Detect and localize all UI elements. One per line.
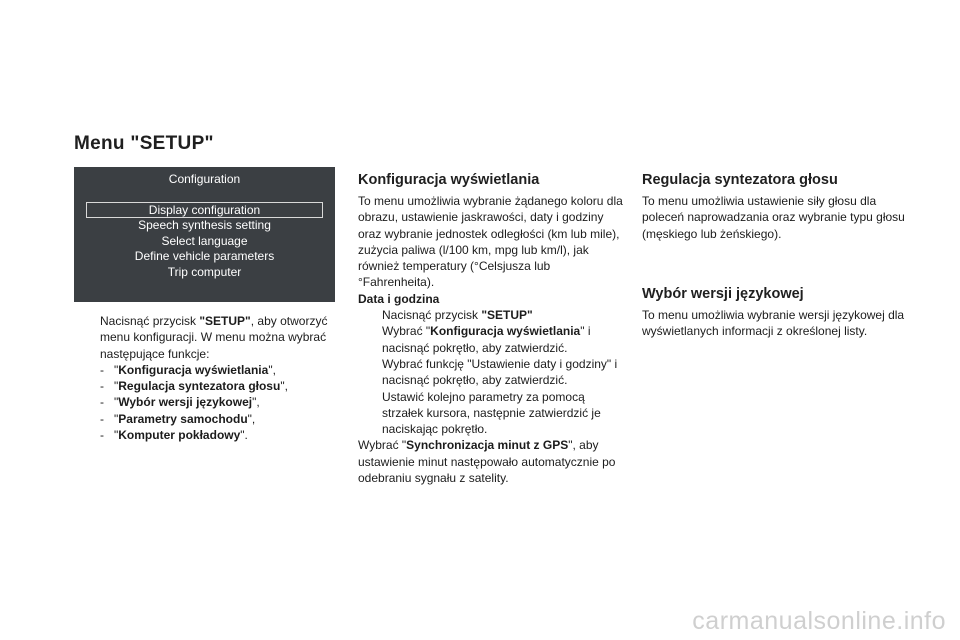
intro-text: Nacisnąć przycisk xyxy=(100,314,200,328)
screen-menu-list xyxy=(74,202,335,280)
setup-keyword: "SETUP" xyxy=(199,314,251,328)
heading-speech-synthesis: Regulacja syntezatora głosu xyxy=(642,172,838,188)
setup-keyword: "SETUP" xyxy=(481,308,533,323)
quote: ", xyxy=(280,379,288,394)
quote: " xyxy=(114,411,119,426)
function-name: Wybór wersji językowej xyxy=(118,395,253,410)
function-list xyxy=(74,362,336,443)
column-language-select xyxy=(642,307,908,340)
language-select-paragraph: To menu umożliwia wybranie wersji językowej dla wyświetlanych informacji z określonej listy. xyxy=(642,308,905,339)
screen-title: Configuration xyxy=(168,172,241,186)
quote: " xyxy=(114,362,119,377)
screen-menu-item-selected: Display configuration xyxy=(86,202,323,218)
quote: " xyxy=(114,395,119,410)
function-name: Komputer pokładowy xyxy=(118,428,241,443)
function-item xyxy=(100,362,336,378)
quote: " xyxy=(114,379,119,394)
gps-text-cont: ", aby ustawienie minut następowało automatycznie po odebraniu sygnału z satelity. xyxy=(358,438,616,486)
step-3 xyxy=(358,356,624,389)
display-config-paragraph: To menu umożliwia wybranie żądanego koloru dla obrazu, ustawienie jaskrawości, daty i godziny oraz wybranie jednostek odległości (km lub mile), zużycia paliwa (l/100 km, mpg lub km/l), jak również temperatury (°Celsjusza lub °Fahrenheita). xyxy=(358,194,623,290)
function-name: Regulacja syntezatora głosu xyxy=(118,379,281,394)
page-title: Menu "SETUP" xyxy=(74,133,214,154)
gps-text: Wybrać " xyxy=(358,438,407,453)
function-name: Parametry samochodu xyxy=(118,411,248,426)
step-text: Wybrać " xyxy=(382,324,431,339)
quote: ", xyxy=(252,395,260,410)
step-text: Nacisnąć przycisk xyxy=(382,308,482,323)
column-setup-intro xyxy=(74,313,336,443)
date-time-subheading: Data i godzina xyxy=(358,291,440,306)
function-item xyxy=(100,378,336,394)
heading-display-config: Konfiguracja wyświetlania xyxy=(358,172,540,188)
screen-menu-item: Define vehicle parameters xyxy=(134,249,275,263)
function-item xyxy=(100,411,336,427)
dash-marker: - xyxy=(100,379,104,394)
step-text: Ustawić kolejno parametry za pomocą strzałek kursora, następnie zatwierdzić je naciskając pokrętło. xyxy=(382,389,601,437)
function-name: Konfiguracja wyświetlania xyxy=(118,362,269,377)
step-4 xyxy=(358,389,624,438)
screen-menu-item: Speech synthesis setting xyxy=(138,218,271,232)
function-item xyxy=(100,394,336,410)
quote: ", xyxy=(268,362,276,377)
dash-marker: - xyxy=(100,362,104,377)
screen-menu-item: Trip computer xyxy=(167,264,242,279)
gps-sync-paragraph xyxy=(358,437,624,486)
function-name: Konfiguracja wyświetlania xyxy=(430,324,581,339)
intro-text-cont: , aby otworzyć menu konfiguracji. W menu można wybrać następujące funkcje: xyxy=(100,314,328,361)
screen-menu-item: Select language xyxy=(161,233,248,248)
speech-synthesis-paragraph: To menu umożliwia ustawienie siły głosu dla poleceń naprowadzania oraz wybranie typu głosu (męskiego lub żeńskiego). xyxy=(642,194,905,241)
step-text-cont: " i nacisnąć pokrętło, aby zatwierdzić. xyxy=(382,324,591,355)
dash-marker: - xyxy=(100,411,104,426)
setup-screen-illustration xyxy=(74,167,335,302)
watermark: carmanualsonline.info xyxy=(692,607,946,635)
dash-marker: - xyxy=(100,395,104,410)
intro-step xyxy=(74,313,336,362)
column-speech-synthesis xyxy=(642,193,908,242)
quote: " xyxy=(114,428,119,443)
column-display-config xyxy=(358,193,624,486)
quote: ", xyxy=(247,411,256,426)
quote: ". xyxy=(240,428,248,443)
step-text: Wybrać funkcję "Ustawienie daty i godziny" i nacisnąć pokrętło, aby zatwierdzić. xyxy=(382,356,618,388)
heading-language-select: Wybór wersji językowej xyxy=(642,286,804,302)
step-1 xyxy=(358,307,624,323)
step-2 xyxy=(358,323,624,356)
function-item xyxy=(100,427,336,443)
gps-option-name: Synchronizacja minut z GPS xyxy=(406,438,569,453)
dash-marker: - xyxy=(100,428,104,443)
